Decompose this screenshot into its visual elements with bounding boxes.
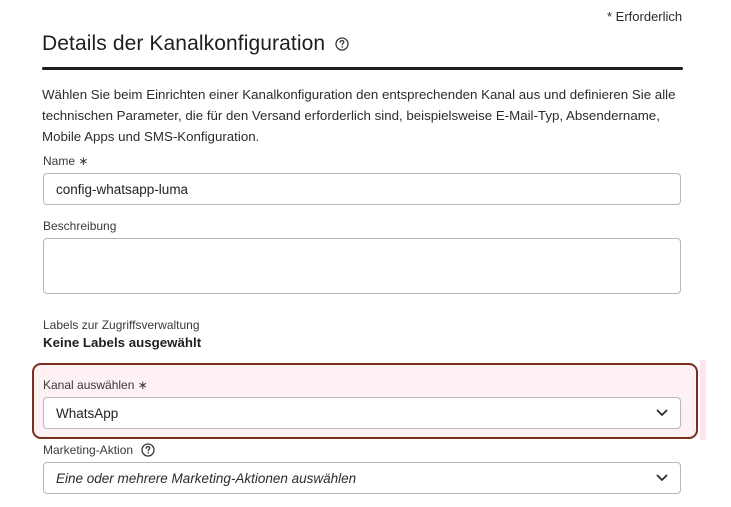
- marketing-action-label-row: [43, 443, 155, 457]
- marketing-action-select[interactable]: [43, 462, 681, 494]
- channel-label: Kanal auswählen ∗: [43, 378, 148, 392]
- question-circle-icon[interactable]: [335, 37, 349, 51]
- access-labels-value: Keine Labels ausgewählt: [43, 335, 202, 350]
- marketing-action-label: Marketing-Aktion: [43, 443, 134, 457]
- section-title: Details der Kanalkonfiguration: [42, 32, 326, 55]
- channel-select[interactable]: [43, 397, 681, 429]
- channel-value: WhatsApp: [56, 405, 119, 421]
- chevron-down-icon[interactable]: [656, 474, 668, 482]
- chevron-down-icon[interactable]: [656, 409, 668, 417]
- marketing-action-placeholder: Eine oder mehrere Marketing-Aktionen auswählen: [56, 470, 357, 486]
- highlight-glow: [700, 360, 706, 440]
- description-textarea[interactable]: [43, 238, 681, 294]
- name-value: config-whatsapp-luma: [56, 181, 189, 197]
- section-divider: [42, 67, 683, 70]
- access-labels-label: Labels zur Zugriffsverwaltung: [43, 318, 200, 332]
- description-label: Beschreibung: [43, 219, 117, 233]
- question-circle-icon[interactable]: [141, 443, 155, 457]
- required-note: * Erforderlich: [607, 9, 683, 24]
- name-label: Name ∗: [43, 154, 89, 168]
- name-field[interactable]: [43, 173, 681, 205]
- section-description: Wählen Sie beim Einrichten einer Kanalkonfiguration den entsprechenden Kanal aus und definieren Sie alle technischen Parameter, die für den Versand erforderlich sind, beispielsweise E-Mail-Typ, Absendername, Mobile Apps und SMS-Konfiguration.: [42, 87, 676, 144]
- section-header: [42, 32, 349, 56]
